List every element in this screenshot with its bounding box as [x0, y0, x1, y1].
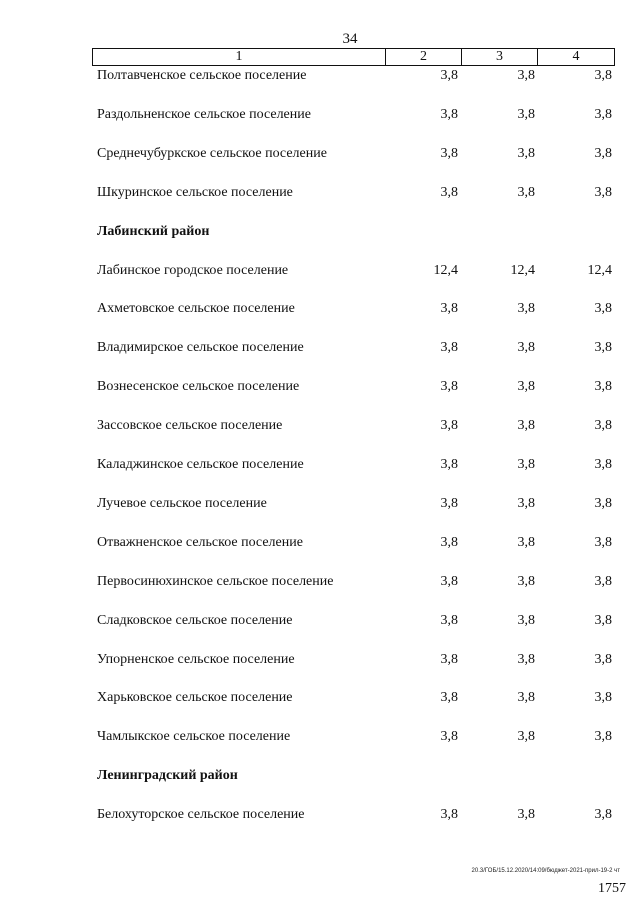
value-col-2: 3,8: [440, 107, 458, 122]
value-col-4: 3,8: [594, 613, 612, 628]
value-col-3: 3,8: [517, 690, 535, 705]
table-row: [0, 105, 640, 125]
value-col-2: 3,8: [440, 690, 458, 705]
settlement-name: Чамлыкское сельское поселение: [97, 729, 291, 744]
table-row: [0, 416, 640, 436]
value-col-3: 3,8: [517, 574, 535, 589]
value-col-3: 3,8: [517, 613, 535, 628]
district-heading-row: [0, 222, 640, 242]
value-col-4: 3,8: [594, 68, 612, 83]
value-col-2: 3,8: [440, 652, 458, 667]
value-col-4: 3,8: [594, 574, 612, 589]
value-col-2: 3,8: [440, 418, 458, 433]
value-col-3: 3,8: [517, 418, 535, 433]
column-header-4: 4: [538, 49, 615, 66]
settlement-name: Полтавченское сельское поселение: [97, 68, 307, 83]
value-col-4: 3,8: [594, 729, 612, 744]
value-col-4: 3,8: [594, 107, 612, 122]
value-col-3: 3,8: [517, 340, 535, 355]
table-row: [0, 572, 640, 592]
value-col-3: 3,8: [517, 146, 535, 161]
document-footer-code: 20.3/ГОБ/15.12.2020/14:09/бюджет-2021-прил-19-2 чт: [471, 868, 620, 874]
value-col-3: 3,8: [517, 379, 535, 394]
value-col-3: 3,8: [517, 729, 535, 744]
settlement-name: Владимирское сельское поселение: [97, 340, 304, 355]
page-number: 34: [342, 31, 358, 47]
value-col-2: 3,8: [440, 185, 458, 200]
value-col-3: 3,8: [517, 185, 535, 200]
value-col-2: 3,8: [440, 535, 458, 550]
column-header-3: 3: [462, 49, 538, 66]
table-row: [0, 494, 640, 514]
value-col-4: 3,8: [594, 185, 612, 200]
value-col-3: 3,8: [517, 107, 535, 122]
table-row: [0, 805, 640, 825]
value-col-2: 3,8: [440, 146, 458, 161]
settlement-name: Вознесенское сельское поселение: [97, 379, 300, 394]
table-row: [0, 377, 640, 397]
value-col-2: 3,8: [440, 496, 458, 511]
settlement-name: Лучевое сельское поселение: [97, 496, 267, 511]
value-col-4: 3,8: [594, 496, 612, 511]
table-row: [0, 611, 640, 631]
settlement-name: Ахметовское сельское поселение: [97, 301, 295, 316]
table-row: [0, 533, 640, 553]
document-stamp-number: 1757: [598, 881, 626, 896]
value-col-2: 3,8: [440, 574, 458, 589]
value-col-3: 3,8: [517, 652, 535, 667]
value-col-4: 3,8: [594, 379, 612, 394]
value-col-3: 3,8: [517, 535, 535, 550]
table-row: [0, 650, 640, 670]
value-col-3: 3,8: [517, 301, 535, 316]
value-col-4: 3,8: [594, 146, 612, 161]
value-col-4: 3,8: [594, 457, 612, 472]
settlement-name: Раздольненское сельское поселение: [97, 107, 311, 122]
value-col-4: 3,8: [594, 301, 612, 316]
table-row: [0, 144, 640, 164]
settlement-name: Сладковское сельское поселение: [97, 613, 293, 628]
value-col-4: 12,4: [587, 263, 612, 278]
settlement-name: Первосинюхинское сельское поселение: [97, 574, 334, 589]
column-header-2: 2: [386, 49, 462, 66]
district-heading-row: [0, 766, 640, 786]
settlement-name: Лабинское городское поселение: [97, 263, 289, 278]
value-col-4: 3,8: [594, 690, 612, 705]
value-col-3: 3,8: [517, 496, 535, 511]
settlement-name: Каладжинское сельское поселение: [97, 457, 304, 472]
value-col-4: 3,8: [594, 652, 612, 667]
settlement-name: Шкуринское сельское поселение: [97, 185, 293, 200]
value-col-2: 3,8: [440, 301, 458, 316]
value-col-4: 3,8: [594, 340, 612, 355]
table-row: [0, 727, 640, 747]
settlement-name: Упорненское сельское поселение: [97, 652, 295, 667]
value-col-3: 12,4: [510, 263, 535, 278]
value-col-2: 3,8: [440, 457, 458, 472]
table-row: [0, 261, 640, 281]
value-col-4: 3,8: [594, 807, 612, 822]
value-col-3: 3,8: [517, 457, 535, 472]
column-header-1: 1: [93, 49, 386, 66]
value-col-3: 3,8: [517, 807, 535, 822]
settlement-name: Отважненское сельское поселение: [97, 535, 303, 550]
table-row: [0, 66, 640, 86]
value-col-2: 3,8: [440, 807, 458, 822]
settlement-name: Среднечубуркское сельское поселение: [97, 146, 327, 161]
value-col-2: 3,8: [440, 379, 458, 394]
value-col-2: 3,8: [440, 68, 458, 83]
value-col-2: 3,8: [440, 729, 458, 744]
table-row: [0, 338, 640, 358]
district-name: Лабинский район: [97, 224, 210, 239]
table-row: [0, 455, 640, 475]
value-col-4: 3,8: [594, 535, 612, 550]
table-row: [0, 688, 640, 708]
value-col-2: 3,8: [440, 613, 458, 628]
table-row: [0, 183, 640, 203]
table-row: [0, 299, 640, 319]
settlement-name: Белохуторское сельское поселение: [97, 807, 305, 822]
value-col-2: 3,8: [440, 340, 458, 355]
value-col-2: 12,4: [433, 263, 458, 278]
value-col-3: 3,8: [517, 68, 535, 83]
district-name: Ленинградский район: [97, 768, 238, 783]
settlement-name: Харьковское сельское поселение: [97, 690, 293, 705]
value-col-4: 3,8: [594, 418, 612, 433]
settlement-name: Зассовское сельское поселение: [97, 418, 283, 433]
